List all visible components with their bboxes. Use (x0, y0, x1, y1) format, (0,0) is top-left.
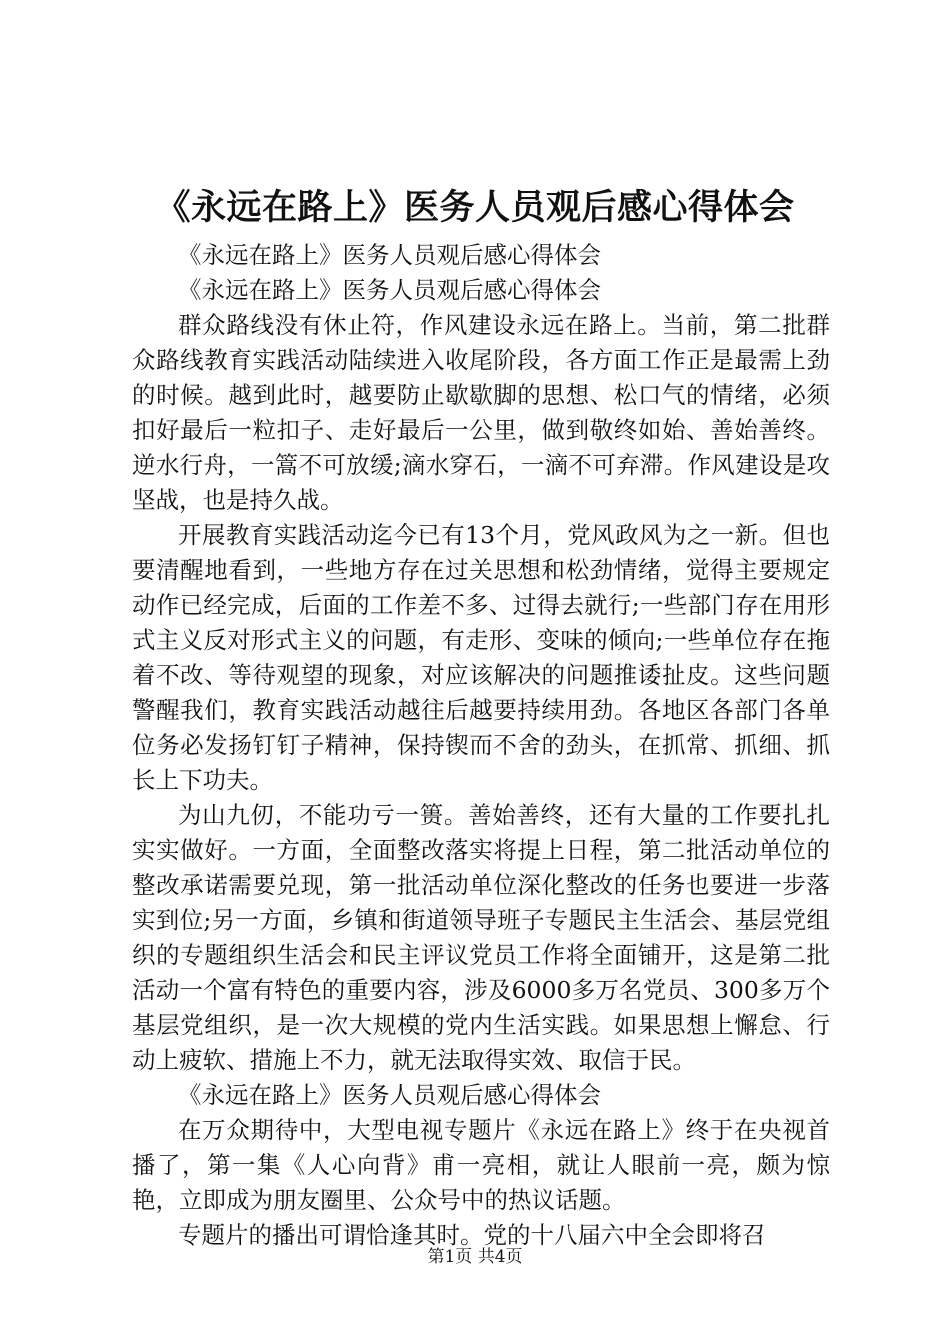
section-heading: 《永远在路上》医务人员观后感心得体会 (178, 276, 601, 304)
body-paragraph: 开展教育实践活动迄今已有13个月，党风政风为之一新。但也要清醒地看到，一些地方存在过关思想和松劲情绪，觉得主要规定动作已经完成，后面的工作差不多、过得去就行;一些部门存在用形式主义反对形式主义的问题，有走形、变味的倾向;一些单位存在拖着不改、等待观望的现象，对应该解决的问题推诿扯皮。这些问题警醒我们，教育实践活动越往后越要持续用劲。各地区各部门各单位务必发扬钉钉子精神，保持锲而不舍的劲头，在抓常、抓细、抓长上下功夫。 (132, 521, 830, 794)
document-subtitle: 《永远在路上》医务人员观后感心得体会 (178, 241, 601, 269)
page-footer: 第1页 共4页 (427, 1247, 523, 1267)
body-paragraph: 在万众期待中，大型电视专题片《永远在路上》终于在央视首播了，第一集《人心向背》甫一亮相，就让人眼前一亮，颇为惊艳，立即成为朋友圈里、公众号中的热议话题。 (132, 1116, 830, 1214)
document-title: 《永远在路上》医务人员观后感心得体会 (155, 187, 795, 228)
document-body (132, 238, 830, 1253)
body-paragraph: 为山九仞，不能功亏一篑。善始善终，还有大量的工作要扎扎实实做好。一方面，全面整改落实将提上日程，第二批活动单位的整改承诺需要兑现，第一批活动单位深化整改的任务也要进一步落实到位;另一方面，乡镇和街道领导班子专题民主生活会、基层党组织的专题组织生活会和民主评议党员工作将全面铺开，这是第二批活动一个富有特色的重要内容，涉及6000多万名党员、300多万个基层党组织，是一次大规模的党内生活实践。如果思想上懈怠、行动上疲软、措施上不力，就无法取得实效、取信于民。 (132, 801, 830, 1074)
section-heading: 《永远在路上》医务人员观后感心得体会 (178, 1081, 601, 1109)
body-paragraph: 群众路线没有休止符，作风建设永远在路上。当前，第二批群众路线教育实践活动陆续进入收尾阶段，各方面工作正是最需上劲的时候。越到此时，越要防止歇歇脚的思想、松口气的情绪，必须扣好最后一粒扣子、走好最后一公里，做到敬终如始、善始善终。逆水行舟，一篙不可放缓;滴水穿石，一滴不可弃滞。作风建设是攻坚战，也是持久战。 (132, 311, 830, 514)
body-paragraph: 专题片的播出可谓恰逢其时。党的十八届六中全会即将召 (178, 1221, 766, 1249)
